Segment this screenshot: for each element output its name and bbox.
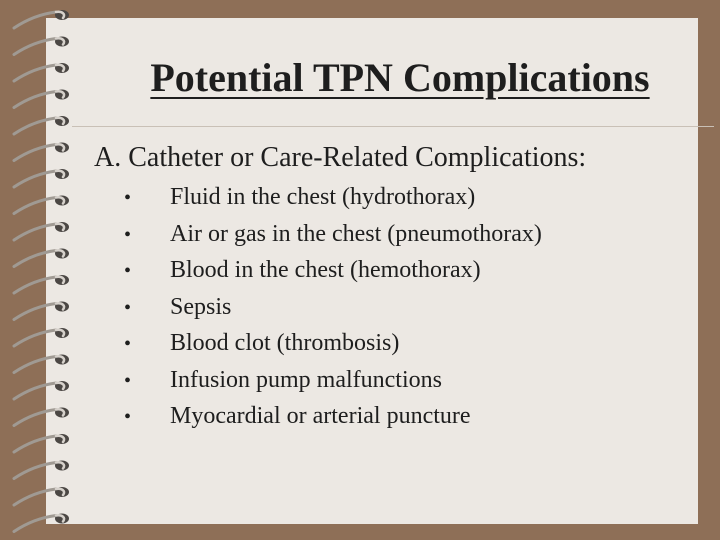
spiral-ring: [14, 489, 56, 505]
spiral-ring: [14, 39, 56, 55]
spiral-ring: [14, 12, 56, 28]
bullet-dot: •: [124, 187, 132, 209]
slide-title-text: Potential TPN Complications: [150, 55, 650, 100]
bullet-text: Blood in the chest (hemothorax): [170, 257, 481, 283]
bullet-text: Air or gas in the chest (pneumothorax): [170, 220, 542, 247]
bullet-text: Blood clot (thrombosis): [170, 330, 400, 356]
bullet-dot: •: [124, 223, 132, 246]
spiral-ring: [14, 92, 56, 108]
bullet-dot: •: [124, 369, 132, 392]
section-heading: A. Catheter or Care-Related Complications:: [94, 142, 587, 173]
spiral-ring: [14, 118, 56, 134]
spiral-ring: [14, 65, 56, 81]
spiral-ring: [14, 198, 56, 214]
spiral-ring: [14, 383, 56, 399]
bullet-item: [124, 184, 542, 221]
bullet-item: [124, 367, 542, 404]
bullet-list: [124, 184, 542, 440]
spiral-ring: [14, 357, 56, 373]
bullet-item: [124, 403, 542, 440]
spiral-ring: [14, 436, 56, 452]
spiral-ring: [14, 171, 56, 187]
spiral-ring: [14, 277, 56, 293]
bullet-dot: •: [124, 260, 132, 282]
bullet-item: [124, 221, 542, 258]
spiral-ring: [14, 330, 56, 346]
spiral-ring: [14, 251, 56, 267]
bullet-dot: •: [124, 296, 132, 319]
spiral-ring: [14, 410, 56, 426]
bullet-item: [124, 257, 542, 294]
bullet-dot: •: [124, 333, 132, 355]
spiral-binding-icon: [0, 0, 80, 540]
bullet-text: Myocardial or arterial puncture: [170, 403, 471, 429]
bullet-dot: •: [124, 406, 132, 428]
bullet-item: [124, 330, 542, 367]
spiral-ring: [14, 463, 56, 479]
spiral-ring: [14, 145, 56, 161]
bullet-text: Sepsis: [170, 293, 232, 320]
slide-title: [80, 54, 720, 102]
bullet-text: Infusion pump malfunctions: [170, 366, 442, 393]
spiral-ring: [14, 304, 56, 320]
bullet-text: Fluid in the chest (hydrothorax): [170, 184, 476, 210]
title-divider: [72, 126, 714, 127]
spiral-ring: [14, 224, 56, 240]
bullet-item: [124, 294, 542, 331]
spiral-ring: [14, 516, 56, 532]
